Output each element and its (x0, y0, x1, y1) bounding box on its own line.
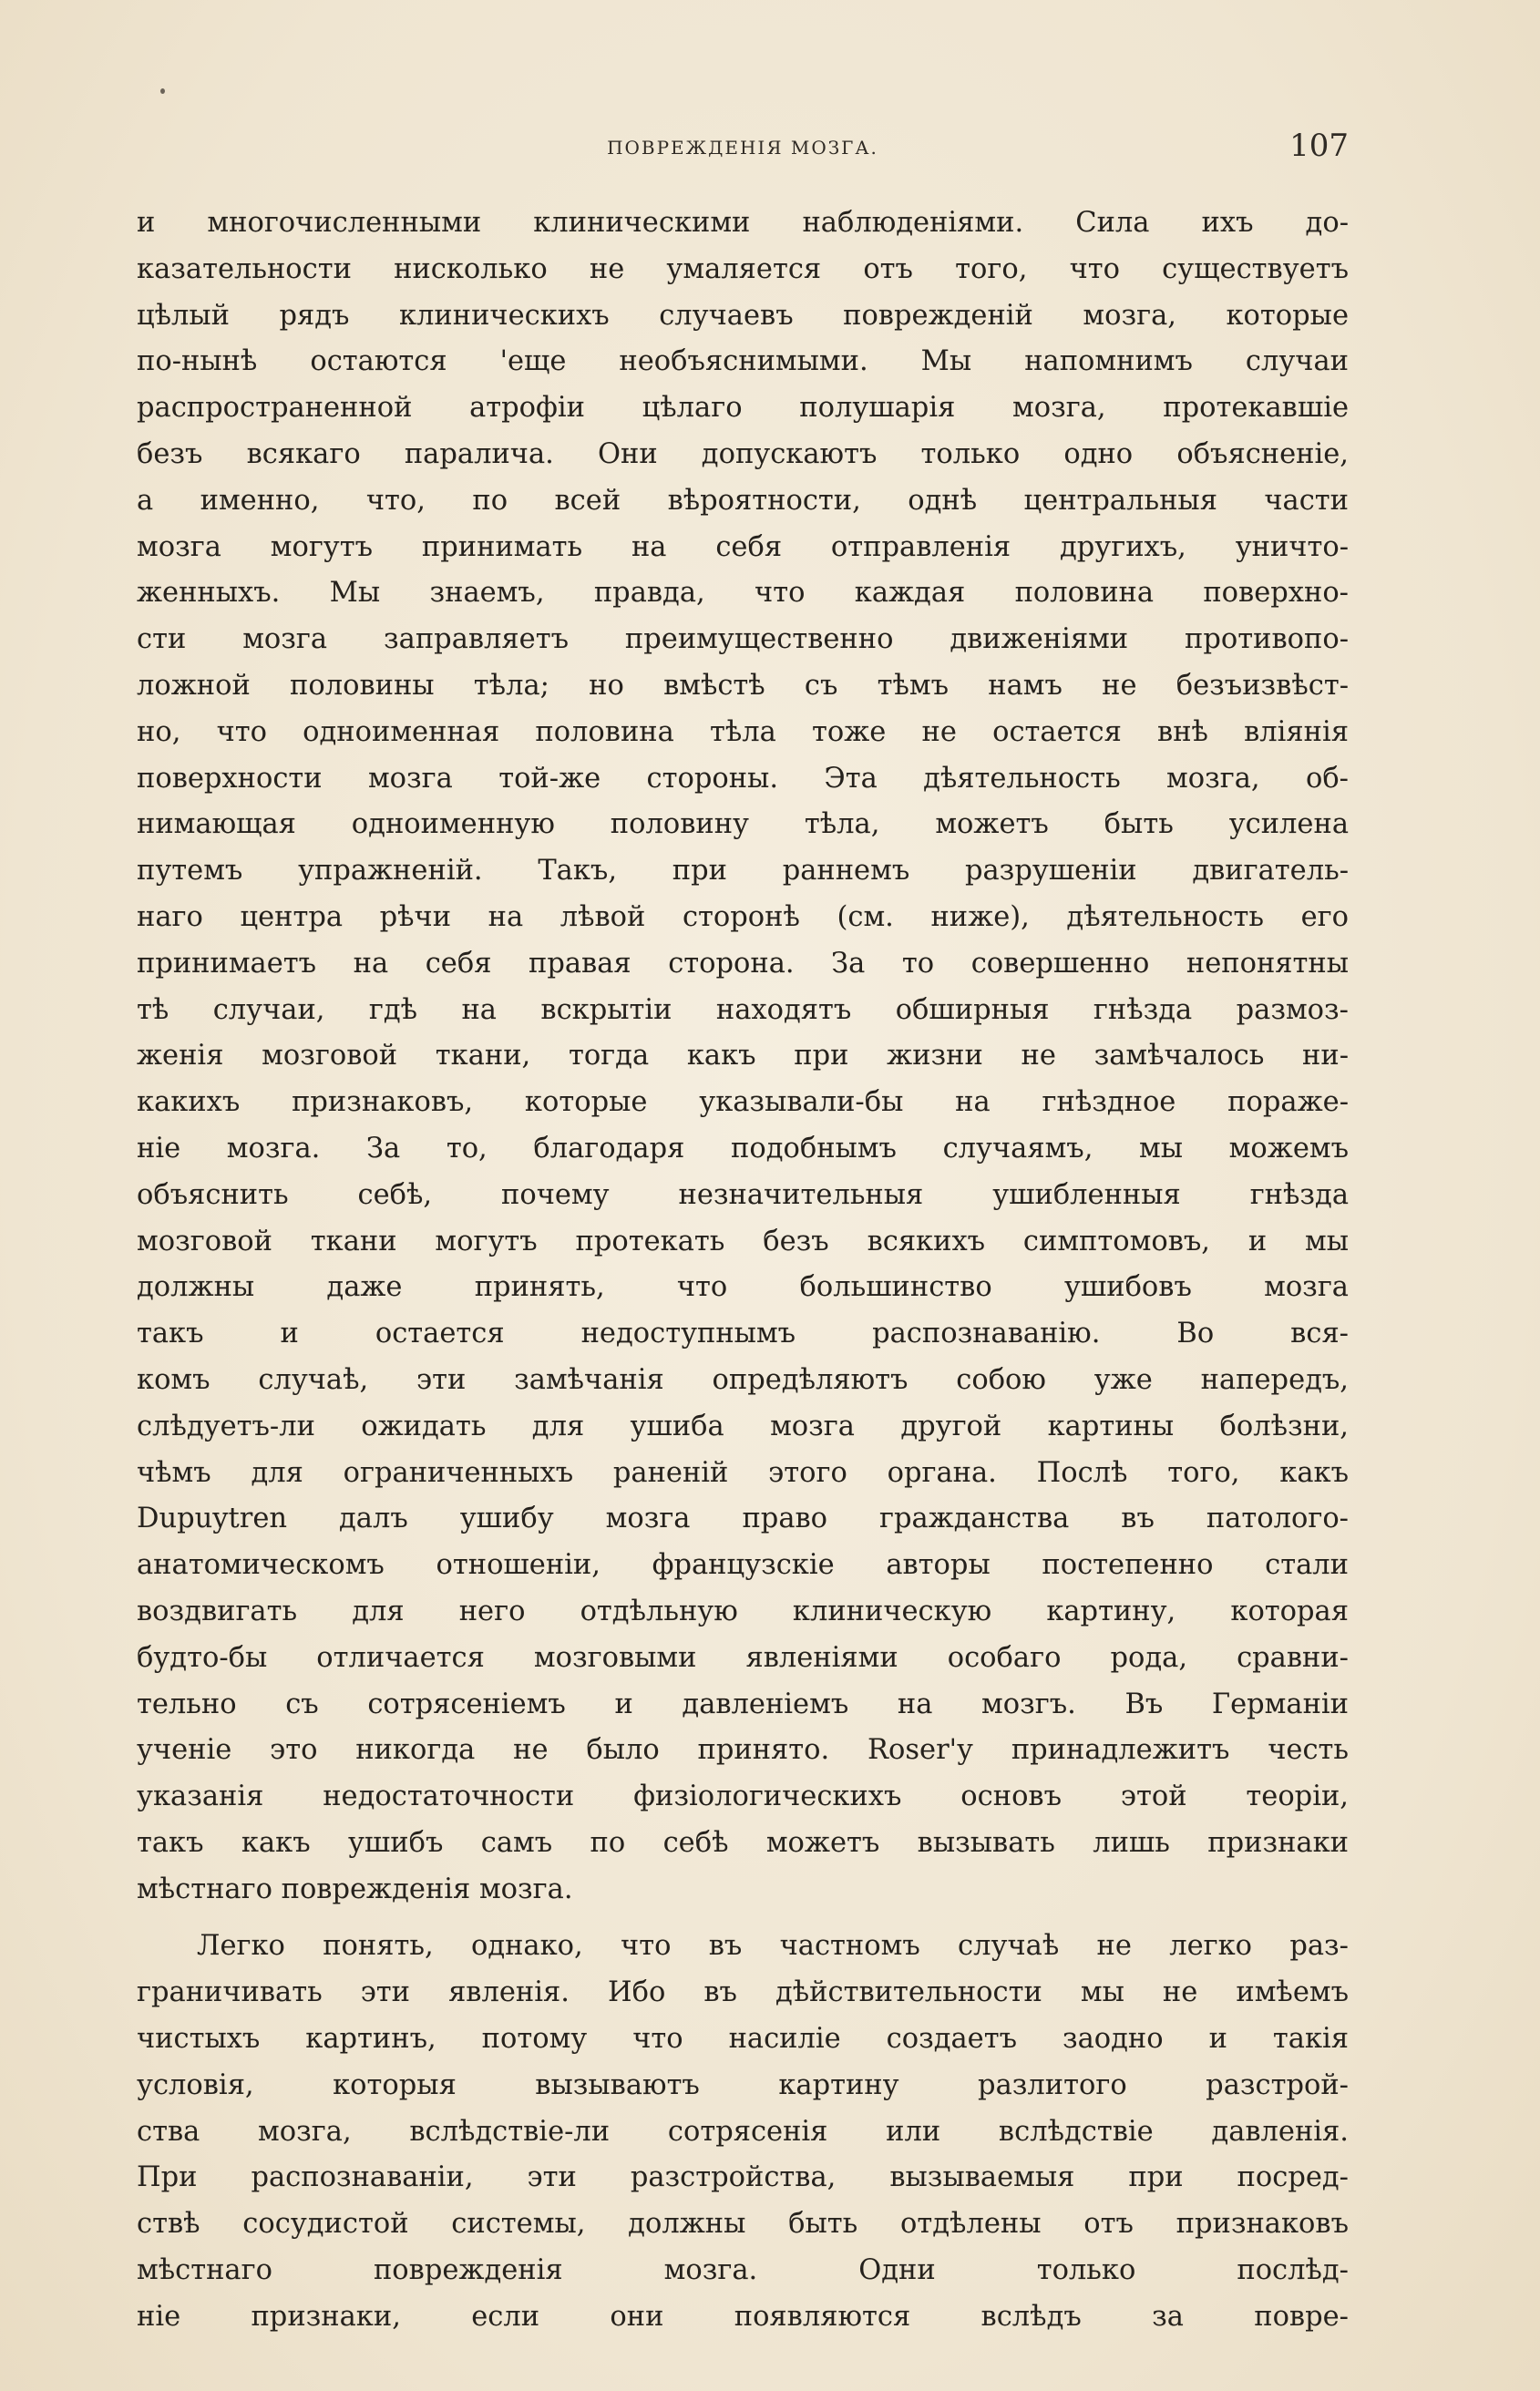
text-line: ученіе это никогда не было принято. Roser'у принадлежитъ честь (137, 1734, 1349, 1767)
text-line: а именно, что, по всей вѣроятности, однѣ центральныя части (137, 484, 1349, 517)
text-line: ства мозга, вслѣдствіе-ли сотрясенія или вслѣдствіе давленія. (137, 2115, 1349, 2148)
text-line: женныхъ. Мы знаемъ, правда, что каждая половина поверхно- (137, 577, 1349, 610)
text-line: Легко понять, однако, что въ частномъ случаѣ не легко раз- (197, 1930, 1349, 1963)
paragraph (137, 200, 1349, 1913)
text-line: Dupuytren далъ ушибу мозга право гражданства въ патолого- (137, 1503, 1349, 1535)
body-text (137, 200, 1349, 2341)
text-line: тѣ случаи, гдѣ на вскрытіи находятъ обширныя гнѣзда размоз- (137, 993, 1349, 1026)
text-line: анатомическомъ отношеніи, французскіе авторы постепенно стали (137, 1549, 1349, 1582)
text-line: женія мозговой ткани, тогда какъ при жизни не замѣчалось ни- (137, 1040, 1349, 1072)
text-line: объяснить себѣ, почему незначительныя ушибленныя гнѣзда (137, 1178, 1349, 1211)
text-line: цѣлый рядъ клиническихъ случаевъ поврежденій мозга, которые (137, 299, 1349, 332)
text-line: мѣстнаго поврежденія мозга. (137, 1873, 573, 1905)
text-line: условія, которыя вызываютъ картину разлитого разстрой- (137, 2068, 1349, 2101)
text-line: но, что одноименная половина тѣла тоже не остается внѣ вліянія (137, 715, 1349, 748)
text-line: ніе признаки, если они появляются вслѣдъ за повре- (137, 2300, 1349, 2333)
running-title: ПОВРЕЖДЕНІЯ МОЗГА. (607, 137, 878, 159)
text-line: наго центра рѣчи на лѣвой сторонѣ (см. ниже), дѣятельность его (137, 900, 1349, 933)
text-line: принимаетъ на себя правая сторона. За то совершенно непонятны (137, 947, 1349, 980)
text-line: ніе мозга. За то, благодаря подобнымъ случаямъ, мы можемъ (137, 1132, 1349, 1165)
text-line: ложной половины тѣла; но вмѣстѣ съ тѣмъ намъ не безъизвѣст- (137, 669, 1349, 702)
text-line: комъ случаѣ, эти замѣчанія опредѣляютъ собою уже напередъ, (137, 1363, 1349, 1396)
text-line: чистыхъ картинъ, потому что насиліе создаетъ заодно и такія (137, 2023, 1349, 2056)
text-line: мозга могутъ принимать на себя отправленія другихъ, уничто- (137, 530, 1349, 563)
text-line: казательности нисколько не умаляется отъ того, что существуетъ (137, 252, 1349, 285)
text-line: и многочисленными клиническими наблюденіями. Сила ихъ до- (137, 207, 1349, 239)
text-line: мѣстнаго поврежденія мозга. Одни только послѣд- (137, 2254, 1349, 2287)
text-line: должны даже принять, что большинство ушибовъ мозга (137, 1271, 1349, 1304)
page-number: 107 (1289, 128, 1349, 164)
paragraph-gap (137, 1913, 1349, 1924)
text-line: безъ всякаго паралича. Они допускаютъ только одно объясненіе, (137, 437, 1349, 470)
ink-speck (160, 88, 165, 94)
text-line: путемъ упражненій. Такъ, при раннемъ разрушеніи двигатель- (137, 855, 1349, 888)
text-line: ствѣ сосудистой системы, должны быть отдѣлены отъ признаковъ (137, 2208, 1349, 2241)
text-line: При распознаваніи, эти разстройства, вызываемыя при посред- (137, 2161, 1349, 2194)
text-line: мозговой ткани могутъ протекать безъ всякихъ симптомовъ, и мы (137, 1225, 1349, 1257)
paragraph (137, 1924, 1349, 2340)
text-line: чѣмъ для ограниченныхъ раненій этого органа. Послѣ того, какъ (137, 1456, 1349, 1489)
text-line: такъ и остается недоступнымъ распознаванію. Во вся- (137, 1318, 1349, 1350)
text-line: какихъ признаковъ, которые указывали-бы на гнѣздное пораже- (137, 1086, 1349, 1119)
text-line: по-нынѣ остаются 'еще необъяснимыми. Мы напомнимъ случаи (137, 345, 1349, 378)
text-line: поверхности мозга той-же стороны. Эта дѣятельность мозга, об- (137, 762, 1349, 795)
page-header (137, 128, 1349, 173)
text-line: такъ какъ ушибъ самъ по себѣ можетъ вызывать лишь признаки (137, 1826, 1349, 1859)
text-line: нимающая одноименную половину тѣла, можетъ быть усилена (137, 808, 1349, 841)
text-line: указанія недостаточности физіологическихъ основъ этой теоріи, (137, 1780, 1349, 1813)
text-line: распространенной атрофіи цѣлаго полушарія мозга, протекавшіе (137, 392, 1349, 425)
text-line: будто-бы отличается мозговыми явленіями особаго рода, сравни- (137, 1641, 1349, 1674)
text-line: воздвигать для него отдѣльную клиническую картину, которая (137, 1595, 1349, 1627)
text-line: сти мозга заправляетъ преимущественно движеніями противопо- (137, 623, 1349, 656)
text-line: слѣдуетъ-ли ожидать для ушиба мозга другой картины болѣзни, (137, 1410, 1349, 1442)
text-line: тельно съ сотрясеніемъ и давленіемъ на мозгъ. Въ Германіи (137, 1688, 1349, 1720)
text-line: граничивать эти явленія. Ибо въ дѣйствительности мы не имѣемъ (137, 1976, 1349, 2009)
